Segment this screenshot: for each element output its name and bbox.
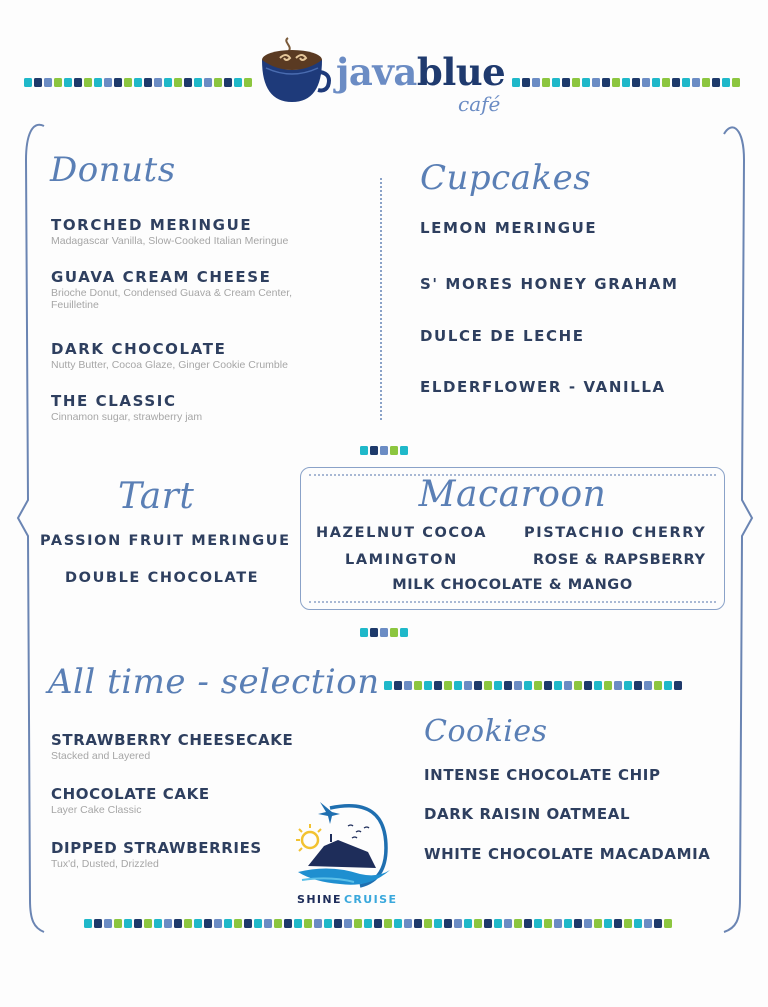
tile [104,919,112,928]
tile [64,78,72,87]
tile [484,919,492,928]
tile [164,919,172,928]
tile [394,681,402,690]
tart-title: Tart [118,476,195,517]
tile [404,681,412,690]
tile [214,78,222,87]
tile [204,78,212,87]
brand-subtitle: café [458,92,501,116]
tile [572,78,580,87]
tile [104,78,112,87]
tile [380,628,388,637]
tile [454,681,462,690]
all-time-item [51,731,371,785]
tile [722,78,730,87]
tile [534,919,542,928]
tile [374,919,382,928]
cupcakes-title: Cupcakes [420,158,592,198]
donut-item [51,216,371,268]
tile [214,919,222,928]
macaroon-item: ROSE & RAPSBERRY [533,552,706,568]
tile [404,919,412,928]
donut-item-desc-line2: Feuilletine [51,299,99,311]
tile [154,919,162,928]
tile [54,78,62,87]
tile [564,919,572,928]
tile [644,919,652,928]
tile [614,681,622,690]
tile [504,681,512,690]
tile [454,919,462,928]
tile [582,78,590,87]
tile [664,919,672,928]
tile [414,919,422,928]
tile [380,446,388,455]
all-time-item-name: STRAWBERRY CHEESECAKE [51,731,294,749]
tile [304,919,312,928]
tile [34,78,42,87]
divider-tiles-top [360,446,408,455]
tile [234,78,242,87]
tile [424,919,432,928]
footer-tiles [84,919,672,928]
tile [94,919,102,928]
tile [674,681,682,690]
tile [612,78,620,87]
tile [424,681,432,690]
tile [434,919,442,928]
macaroon-item: MILK CHOCOLATE & MANGO [392,577,633,593]
tile [634,681,642,690]
donut-item-name: THE CLASSIC [51,392,177,410]
tile [154,78,162,87]
tile [574,919,582,928]
tile [390,446,398,455]
tile [74,78,82,87]
tile [194,78,202,87]
tile [584,919,592,928]
tile [234,919,242,928]
tile [622,78,630,87]
logo-cup-icon [258,34,334,106]
tile [484,681,492,690]
tile [394,919,402,928]
tile [274,919,282,928]
tile [534,681,542,690]
cruise-logo-icon [290,798,400,890]
tile [324,919,332,928]
tile [552,78,560,87]
tile [244,78,252,87]
tile [574,681,582,690]
tile [604,681,612,690]
tile [174,78,182,87]
tile [444,681,452,690]
tile [294,919,302,928]
tile [702,78,710,87]
tile [594,681,602,690]
tile [370,628,378,637]
tile [400,446,408,455]
tile [334,919,342,928]
donut-item-name: TORCHED MERINGUE [51,216,253,234]
cookies-title: Cookies [424,714,548,749]
donut-item [51,340,371,392]
tile [144,919,152,928]
tile [542,78,550,87]
divider-tiles-bottom [360,628,408,637]
donut-item-desc: Nutty Butter, Cocoa Glaze, Ginger Cookie Crumble [51,359,288,371]
macaroon-box-dots-bottom [309,601,716,603]
tile [364,919,372,928]
donuts-list [51,216,371,423]
tile [514,681,522,690]
tile [244,919,252,928]
column-divider [380,178,382,420]
donut-item-desc: Brioche Donut, Condensed Guava & Cream Center, [51,287,293,299]
tile [134,919,142,928]
tile [24,78,32,87]
tile [384,919,392,928]
tile [194,919,202,928]
tile [44,78,52,87]
tile [94,78,102,87]
tile [642,78,650,87]
donut-item-desc: Cinnamon sugar, strawberry jam [51,411,203,423]
tile [360,628,368,637]
tile [644,681,652,690]
tile [124,919,132,928]
tile [584,681,592,690]
tile [564,681,572,690]
tile [224,919,232,928]
tile [474,681,482,690]
tile [204,919,212,928]
brand-name [336,52,505,92]
frame-border-left [10,120,50,940]
tile [614,919,622,928]
tile [444,919,452,928]
tile [692,78,700,87]
macaroon-item: PISTACHIO CHERRY [524,525,707,541]
tile [624,681,632,690]
tile [554,919,562,928]
tile [84,78,92,87]
cupcake-item: S' MORES HONEY GRAHAM [420,275,679,293]
tile [662,78,670,87]
donut-item [51,268,371,340]
tile [124,78,132,87]
donut-item-name: GUAVA CREAM CHEESE [51,268,272,286]
donut-item [51,392,371,423]
cupcake-item: DULCE DE LECHE [420,327,585,345]
tile [114,78,122,87]
cruise-logo-text [297,893,397,906]
cookie-item: WHITE CHOCOLATE MACADAMIA [424,845,711,863]
tile [144,78,152,87]
macaroon-box [300,467,725,610]
tile [494,681,502,690]
tile [654,681,662,690]
tile [524,919,532,928]
tile [360,446,368,455]
tile [494,919,502,928]
tile [464,919,472,928]
donut-item-desc: Madagascar Vanilla, Slow-Cooked Italian Meringue [51,235,289,247]
tile [184,78,192,87]
tile [592,78,600,87]
tile [314,919,322,928]
tile [354,919,362,928]
tile [224,78,232,87]
tile [514,919,522,928]
tile [370,446,378,455]
tile [634,919,642,928]
brand-name-blue: blue [416,50,506,94]
tile [532,78,540,87]
all-time-title: All time - selection [48,662,380,702]
tile [632,78,640,87]
tile [594,919,602,928]
tile [164,78,172,87]
all-time-item-name: DIPPED STRAWBERRIES [51,839,262,857]
all-time-item-desc: Layer Cake Classic [51,804,142,816]
tile [562,78,570,87]
tile [390,628,398,637]
tile [624,919,632,928]
tile [264,919,272,928]
tile [604,919,612,928]
tile [544,681,552,690]
tile [602,78,610,87]
tile [284,919,292,928]
tile [464,681,472,690]
brand-name-java: java [336,50,417,94]
header-tiles-right [512,78,740,87]
tart-item: PASSION FRUIT MERINGUE [40,533,291,549]
tile [414,681,422,690]
all-time-item-desc: Stacked and Layered [51,750,151,762]
tile [400,628,408,637]
tile [184,919,192,928]
tile [134,78,142,87]
macaroon-title: Macaroon [418,474,607,515]
donut-item-name: DARK CHOCOLATE [51,340,227,358]
tile [254,919,262,928]
tile [114,919,122,928]
tile [712,78,720,87]
tile [504,919,512,928]
tile [522,78,530,87]
tile [554,681,562,690]
cookie-item: DARK RAISIN OATMEAL [424,805,631,823]
cruise-logo-word2: CRUISE [343,893,398,906]
tile [664,681,672,690]
tile [654,919,662,928]
donuts-title: Donuts [50,150,176,190]
all-time-tiles [384,681,682,690]
macaroon-item: HAZELNUT COCOA [316,525,488,541]
tile [344,919,352,928]
tile [512,78,520,87]
tile [544,919,552,928]
tile [732,78,740,87]
tile [174,919,182,928]
tile [682,78,690,87]
tile [672,78,680,87]
macaroon-item: LAMINGTON [345,552,458,568]
cupcake-item: LEMON MERINGUE [420,219,598,237]
tart-item: DOUBLE CHOCOLATE [65,570,260,586]
tile [84,919,92,928]
tile [524,681,532,690]
cruise-logo-word1: SHINE [297,893,342,906]
cupcake-item: ELDERFLOWER - VANILLA [420,378,666,396]
all-time-item-name: CHOCOLATE CAKE [51,785,210,803]
all-time-item-desc: Tux'd, Dusted, Drizzled [51,858,159,870]
tile [434,681,442,690]
tile [652,78,660,87]
cookie-item: INTENSE CHOCOLATE CHIP [424,766,661,784]
tile [474,919,482,928]
tile [384,681,392,690]
header-tiles-left [24,78,252,87]
